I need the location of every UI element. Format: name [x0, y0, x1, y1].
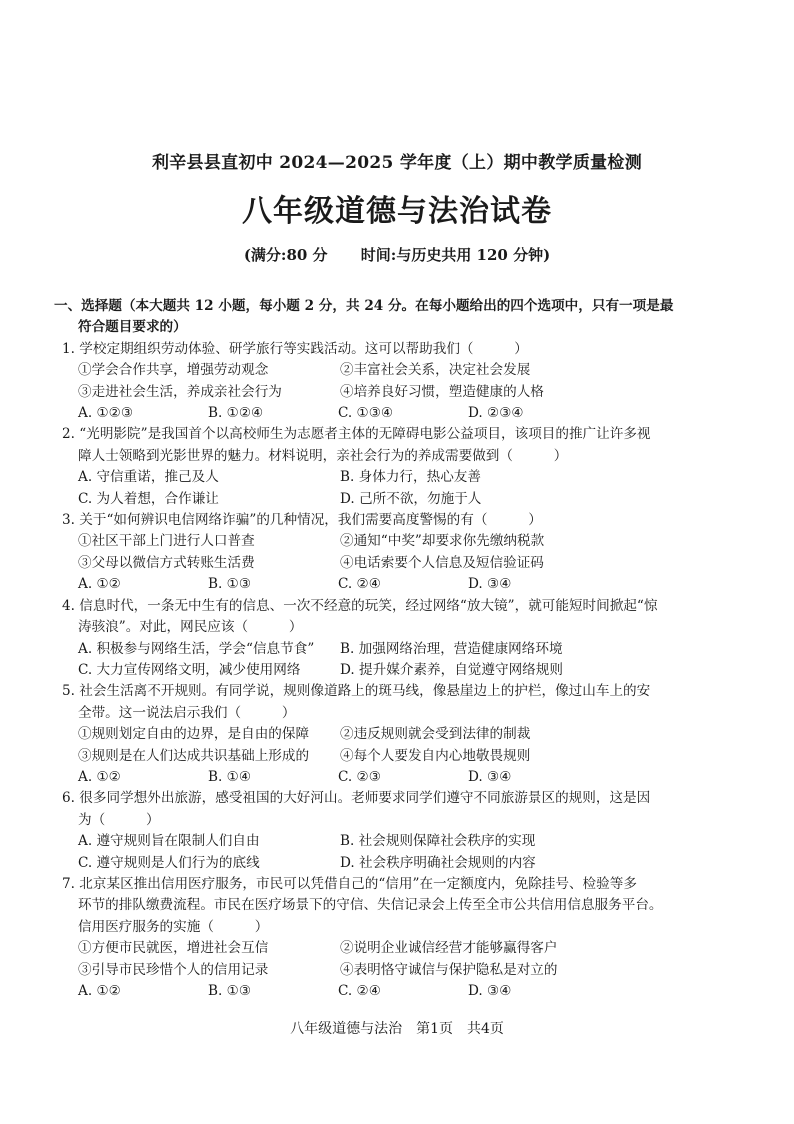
option-item: ②说明企业诚信经营才能够赢得客户	[340, 940, 558, 957]
option-item: ③引导市民珍惜个人的信用记录	[78, 961, 269, 978]
answer-choice: C. ②④	[338, 576, 381, 593]
option-item: D. 提升媒介素养，自觉遵守网络规则	[340, 661, 563, 678]
option-item: C. 大力宣传网络文明，减少使用网络	[78, 661, 301, 678]
answer-choice: C. ②③	[338, 768, 381, 785]
option-item: ④电话索要个人信息及短信验证码	[340, 554, 544, 571]
option-item: ①学会合作共享，增强劳动观念	[78, 362, 269, 379]
option-row	[54, 831, 754, 852]
option-row	[54, 639, 754, 660]
option-item: ③规则是在人们达成共识基础上形成的	[78, 747, 310, 764]
answer-choice: A. ①②	[78, 983, 121, 999]
answer-choice: D. ③④	[468, 576, 512, 593]
answer-choice: D. ③④	[468, 768, 512, 785]
option-row	[54, 489, 754, 510]
question-6	[54, 788, 754, 874]
option-item: D. 社会秩序明确社会规则的内容	[340, 854, 536, 871]
section-line-1: 一、选择题（本大题共 12 小题，每小题 2 分，共 24 分。在每小题给出的四个选项中，只有一项是最	[54, 298, 674, 314]
option-item: B. 身体力行，热心友善	[340, 469, 481, 486]
option-item: C. 为人着想，合作谦让	[78, 490, 219, 507]
option-item: ④每个人要发自内心地敬畏规则	[340, 747, 531, 764]
section-heading	[54, 296, 754, 339]
answer-choice: B. ①④	[208, 768, 252, 785]
option-row	[54, 853, 754, 874]
question-stem-line: 7. 北京某区推出信用医疗服务，市民可以凭借自己的“信用”在一定额度内，免除挂号、检验等多	[62, 875, 637, 892]
option-item: ④表明恪守诚信与保护隐私是对立的	[340, 961, 558, 978]
answer-choice: A. ①②	[78, 768, 121, 785]
answer-choice: A. ①②	[78, 576, 121, 593]
question-stem-line: 3. 关于“如何辨识电信网络诈骗”的几种情况，我们需要高度警惕的有（ ）	[62, 512, 542, 529]
option-item: ③走进社会生活，养成亲社会行为	[78, 383, 282, 400]
question-area	[54, 296, 754, 1002]
option-item: D. 己所不欲，勿施于人	[340, 490, 482, 507]
option-row	[54, 938, 754, 959]
option-item: ①社区干部上门进行人口普查	[78, 533, 255, 550]
answer-choice: B. ①③	[208, 983, 252, 999]
option-item: ②通知“中奖”却要求你先缴纳税款	[340, 533, 545, 550]
option-item: ④培养良好习惯，塑造健康的人格	[340, 383, 544, 400]
answer-choice: A. ①②③	[78, 405, 134, 422]
answer-choice: C. ②④	[338, 983, 381, 999]
option-item: A. 积极参与网络生活，学会“信息节食”	[78, 640, 315, 657]
option-item: C. 遵守规则是人们行为的底线	[78, 854, 260, 871]
question-stem-line: 6. 很多同学想外出旅游，感受祖国的大好河山。老师要求同学们遵守不同旅游景区的规则，这是因	[62, 790, 651, 807]
option-row	[54, 746, 754, 767]
question-stem-line: 为（ ）	[78, 811, 160, 828]
option-item: ②违反规则就会受到法律的制裁	[340, 726, 531, 743]
option-item: B. 加强网络治理，营造健康网络环境	[340, 640, 563, 657]
question-2	[54, 424, 754, 510]
answer-choices	[54, 981, 754, 1002]
question-5	[54, 681, 754, 788]
question-stem-line: 2. “光明影院”是我国首个以高校师生为志愿者主体的无障碍电影公益项目，该项目的推广让许多视	[62, 426, 651, 443]
question-stem-line: 1. 学校定期组织劳动体验、研学旅行等实践活动。这可以帮助我们（ ）	[62, 340, 528, 357]
option-item: ②丰富社会关系，决定社会发展	[340, 362, 531, 379]
answer-choices	[54, 767, 754, 788]
answer-choice: D. ②③④	[468, 405, 524, 422]
option-row	[54, 467, 754, 488]
answer-choice: B. ①③	[208, 576, 252, 593]
full-score: (满分:80 分	[243, 246, 328, 264]
option-row	[54, 724, 754, 745]
page-footer: 八年级道德与法治 第1页 共4页	[290, 1021, 504, 1037]
option-row	[54, 660, 754, 681]
question-stem-line: 信用医疗服务的实施（ ）	[78, 918, 269, 935]
option-row	[54, 553, 754, 574]
question-stem-line: 障人士领略到光影世界的魅力。材料说明，亲社会行为的养成需要做到（ ）	[78, 447, 568, 464]
answer-choice: B. ①②④	[208, 405, 264, 422]
option-row	[54, 382, 754, 403]
question-stem-line: 环节的排队缴费流程。市民在医疗场景下的守信、失信记录会上传至全市公共信用信息服务平台。	[78, 897, 663, 914]
question-1	[54, 339, 754, 425]
option-row	[54, 531, 754, 552]
exam-time: 时间:与历史共用 120 分钟)	[360, 246, 551, 264]
option-row	[54, 960, 754, 981]
option-row	[54, 360, 754, 381]
question-3	[54, 510, 754, 596]
option-item: ①方便市民就医，增进社会互信	[78, 940, 269, 957]
question-stem-line: 4. 信息时代，一条无中生有的信息、一次不经意的玩笑，经过网络“放大镜”，就可能短时间掀起“惊	[62, 597, 658, 614]
question-stem-line: 涛骇浪”。对此，网民应该（ ）	[78, 619, 303, 636]
option-item: A. 遵守规则旨在限制人们自由	[78, 833, 260, 850]
question-stem-line: 全带。这一说法启示我们（ ）	[78, 704, 296, 721]
question-list	[54, 339, 754, 1003]
option-item: B. 社会规则保障社会秩序的实现	[340, 833, 536, 850]
option-item: A. 守信重诺，推己及人	[78, 469, 219, 486]
answer-choice: D. ③④	[468, 983, 512, 999]
question-7	[54, 874, 754, 1002]
answer-choices	[54, 403, 754, 424]
school-heading: 利辛县县直初中 2024—2025 学年度（上）期中教学质量检测	[151, 153, 643, 173]
section-line-2: 符合题目要求的）	[78, 319, 187, 336]
option-item: ①规则划定自由的边界，是自由的保障	[78, 726, 310, 743]
answer-choices	[54, 574, 754, 595]
question-stem-line: 5. 社会生活离不开规则。有同学说，规则像道路上的斑马线，像悬崖边上的护栏，像过山车上的安	[62, 683, 651, 700]
option-item: ③父母以微信方式转账生活费	[78, 554, 255, 571]
answer-choice: C. ①③④	[338, 405, 394, 422]
exam-meta	[0, 244, 794, 265]
question-4	[54, 596, 754, 682]
exam-title: 八年级道德与法治试卷	[242, 194, 552, 229]
